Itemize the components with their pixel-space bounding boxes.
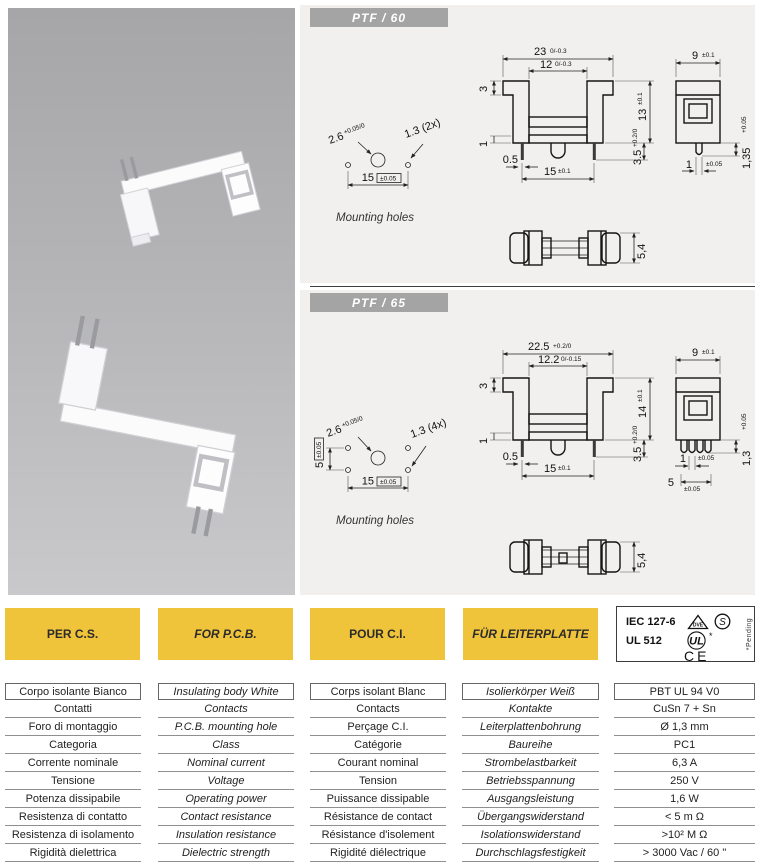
svg-text:1,35: 1,35 bbox=[741, 147, 753, 169]
spec-cell-de: Leiterplattenbohrung bbox=[462, 719, 599, 736]
ptf65-panel bbox=[300, 290, 755, 595]
pending-note: *Pending bbox=[746, 617, 753, 651]
ptf60-title-banner: PTF / 60 bbox=[310, 8, 448, 27]
table-row bbox=[0, 683, 760, 701]
fuse-holder-part-top bbox=[112, 130, 261, 246]
ptf65-side-view bbox=[668, 347, 753, 493]
svg-text:0/-0.15: 0/-0.15 bbox=[561, 356, 582, 363]
svg-text:22.5: 22.5 bbox=[528, 341, 550, 353]
spec-cell-fr: Contacts bbox=[310, 701, 446, 718]
spec-cell-de: Strombelastbarkeit bbox=[462, 755, 599, 772]
ptf65-front-view bbox=[478, 341, 654, 480]
svg-text:0/-0.3: 0/-0.3 bbox=[550, 48, 567, 55]
header-pour-ci: POUR C.I. bbox=[310, 608, 445, 660]
spec-cell-de: Ausgangsleistung bbox=[462, 791, 599, 808]
spec-cell-fr: Résistance de contact bbox=[310, 809, 446, 826]
spec-cell-de: Baureihe bbox=[462, 737, 599, 754]
spec-cell-value: > 3000 Vac / 60 " bbox=[614, 845, 755, 862]
svg-text:12.2: 12.2 bbox=[538, 354, 560, 366]
spec-cell-value: < 5 m Ω bbox=[614, 809, 755, 826]
svg-text:±0.05: ±0.05 bbox=[706, 161, 723, 168]
svg-text:±0.1: ±0.1 bbox=[702, 349, 715, 356]
svg-text:+0.2/0: +0.2/0 bbox=[632, 128, 639, 147]
svg-text:1.3 (2x): 1.3 (2x) bbox=[402, 116, 443, 141]
spec-cell-en: Dielectric strength bbox=[158, 845, 294, 862]
svg-text:2.6: 2.6 bbox=[326, 130, 346, 147]
svg-text:1: 1 bbox=[478, 140, 490, 147]
spec-cell-en: Contact resistance bbox=[158, 809, 294, 826]
svg-text:±0.05: ±0.05 bbox=[316, 441, 323, 458]
spec-cell-value: CuSn 7 + Sn bbox=[614, 701, 755, 718]
svg-text:Mounting holes: Mounting holes bbox=[336, 212, 414, 224]
table-row bbox=[0, 737, 760, 755]
svg-text:15: 15 bbox=[361, 172, 374, 184]
svg-text:1,3: 1,3 bbox=[741, 450, 753, 466]
ptf60-drawing bbox=[300, 5, 755, 283]
svg-text:12: 12 bbox=[540, 59, 553, 71]
ce-mark: CE bbox=[684, 648, 710, 664]
svg-text:1.3 (4x): 1.3 (4x) bbox=[408, 416, 449, 441]
spec-cell-de: Isolierkörper Weiß bbox=[462, 683, 599, 700]
ptf65-bottom-view bbox=[510, 540, 648, 574]
svg-text:±0.05: ±0.05 bbox=[380, 479, 397, 486]
vde-triangle-icon bbox=[687, 614, 709, 630]
spec-cell-value: PBT UL 94 V0 bbox=[614, 683, 755, 700]
semko-s-icon bbox=[714, 613, 731, 630]
spec-cell-it: Resistenza di contatto bbox=[5, 809, 141, 826]
svg-text:13: 13 bbox=[637, 108, 649, 121]
spec-cell-en: Nominal current bbox=[158, 755, 294, 772]
svg-text:5: 5 bbox=[314, 461, 326, 468]
spec-cell-fr: Perçage C.I. bbox=[310, 719, 446, 736]
svg-text:1: 1 bbox=[478, 437, 490, 444]
svg-text:9: 9 bbox=[692, 347, 699, 359]
svg-text:Mounting holes: Mounting holes bbox=[336, 515, 414, 527]
header-for-pcb: FOR P.C.B. bbox=[158, 608, 293, 660]
ptf60-mounting-holes bbox=[327, 117, 442, 224]
product-photo-illustration bbox=[8, 8, 295, 595]
product-photo bbox=[8, 8, 295, 595]
table-row bbox=[0, 827, 760, 845]
spec-cell-it: Tensione bbox=[5, 773, 141, 790]
ptf60-front-view bbox=[478, 46, 654, 183]
svg-text:5,4: 5,4 bbox=[636, 552, 648, 568]
table-row bbox=[0, 773, 760, 791]
svg-text:±0.05: ±0.05 bbox=[698, 455, 715, 462]
spec-cell-fr: Rigidité diélectrique bbox=[310, 845, 446, 862]
spec-cell-fr: Tension bbox=[310, 773, 446, 790]
table-row bbox=[0, 701, 760, 719]
svg-text:3.5: 3.5 bbox=[632, 446, 644, 462]
svg-text:15: 15 bbox=[544, 166, 557, 178]
svg-text:±0.05: ±0.05 bbox=[380, 175, 397, 183]
svg-text:0.5: 0.5 bbox=[502, 154, 518, 166]
svg-text:0/-0.3: 0/-0.3 bbox=[555, 61, 572, 68]
spec-cell-it: Corrente nominale bbox=[5, 755, 141, 772]
ptf65-drawing bbox=[300, 290, 755, 595]
svg-text:3.5: 3.5 bbox=[632, 149, 644, 165]
spec-cell-fr: Courant nominal bbox=[310, 755, 446, 772]
svg-text:14: 14 bbox=[637, 405, 649, 418]
cert-row-iec bbox=[626, 612, 742, 631]
svg-text:5: 5 bbox=[667, 477, 674, 489]
spec-cell-value: 250 V bbox=[614, 773, 755, 790]
spec-cell-it: Foro di montaggio bbox=[5, 719, 141, 736]
table-row bbox=[0, 719, 760, 737]
spec-cell-it: Contatti bbox=[5, 701, 141, 718]
spec-cell-it: Potenza dissipabile bbox=[5, 791, 141, 808]
svg-text:3: 3 bbox=[478, 85, 490, 92]
spec-cell-it: Corpo isolante Bianco bbox=[5, 683, 141, 700]
fuse-holder-part-bottom bbox=[39, 315, 255, 539]
svg-text:9: 9 bbox=[692, 50, 699, 62]
header-fuer-leiterplatte: FÜR LEITERPLATTE bbox=[463, 608, 598, 660]
ptf65-mounting-holes bbox=[314, 415, 448, 527]
svg-text:S: S bbox=[719, 617, 726, 628]
spec-cell-de: Betriebsspannung bbox=[462, 773, 599, 790]
spec-cell-de: Isolationswiderstand bbox=[462, 827, 599, 844]
spec-cell-fr: Catégorie bbox=[310, 737, 446, 754]
spec-cell-it: Categoria bbox=[5, 737, 141, 754]
svg-text:±0.1: ±0.1 bbox=[558, 465, 571, 472]
svg-text:+0.2/0: +0.2/0 bbox=[553, 343, 572, 350]
svg-text:3: 3 bbox=[478, 382, 490, 389]
table-row bbox=[0, 791, 760, 809]
svg-text:23: 23 bbox=[534, 46, 547, 58]
section-divider bbox=[310, 286, 755, 287]
spec-cell-value: PC1 bbox=[614, 737, 755, 754]
svg-text:+0.2/0: +0.2/0 bbox=[632, 425, 639, 444]
spec-cell-de: Kontakte bbox=[462, 701, 599, 718]
spec-cell-en: Insulating body White bbox=[158, 683, 294, 700]
svg-text:15: 15 bbox=[361, 475, 374, 488]
svg-text:+0.05: +0.05 bbox=[741, 413, 748, 430]
svg-text:±0.1: ±0.1 bbox=[637, 389, 644, 402]
ptf60-bottom-view bbox=[510, 231, 648, 265]
table-row bbox=[0, 755, 760, 773]
spec-cell-en: Voltage bbox=[158, 773, 294, 790]
svg-text:±0.1: ±0.1 bbox=[702, 52, 715, 59]
svg-text:±0.1: ±0.1 bbox=[558, 168, 571, 175]
ul-pending-asterisk: * bbox=[709, 631, 713, 641]
spec-cell-de: Durchschlagsfestigkeit bbox=[462, 845, 599, 862]
svg-text:2.6: 2.6 bbox=[324, 423, 344, 440]
spec-cell-it: Rigidità dielettrica bbox=[5, 845, 141, 862]
svg-text:±0.1: ±0.1 bbox=[637, 92, 644, 105]
spec-cell-fr: Puissance dissipable bbox=[310, 791, 446, 808]
svg-text:+0.05/0: +0.05/0 bbox=[342, 122, 366, 137]
svg-text:15: 15 bbox=[544, 463, 557, 475]
spec-table bbox=[0, 683, 760, 863]
spec-cell-value: 1,6 W bbox=[614, 791, 755, 808]
svg-text:±0.05: ±0.05 bbox=[684, 486, 701, 493]
spec-cell-value: 6,3 A bbox=[614, 755, 755, 772]
svg-text:DVE: DVE bbox=[692, 622, 704, 628]
ptf65-title-banner: PTF / 65 bbox=[310, 293, 448, 312]
certification-box bbox=[616, 606, 755, 662]
table-row bbox=[0, 809, 760, 827]
spec-cell-en: Operating power bbox=[158, 791, 294, 808]
svg-text:1: 1 bbox=[685, 159, 692, 171]
header-per-cs: PER C.S. bbox=[5, 608, 140, 660]
spec-cell-fr: Résistance d'isolement bbox=[310, 827, 446, 844]
svg-text:+0.05/0: +0.05/0 bbox=[340, 415, 364, 430]
spec-cell-value: >10² M Ω bbox=[614, 827, 755, 844]
ptf60-panel bbox=[300, 5, 755, 283]
svg-text:1: 1 bbox=[679, 453, 686, 465]
spec-cell-value: Ø 1,3 mm bbox=[614, 719, 755, 736]
svg-text:+0.05: +0.05 bbox=[741, 116, 748, 133]
svg-text:5,4: 5,4 bbox=[636, 243, 648, 259]
spec-cell-en: Contacts bbox=[158, 701, 294, 718]
table-row bbox=[0, 845, 760, 863]
spec-cell-fr: Corps isolant Blanc bbox=[310, 683, 446, 700]
iec-label: IEC 127-6 bbox=[626, 615, 676, 628]
svg-text:UL: UL bbox=[689, 635, 704, 648]
svg-text:0.5: 0.5 bbox=[502, 451, 518, 463]
spec-cell-en: Insulation resistance bbox=[158, 827, 294, 844]
spec-cell-en: P.C.B. mounting hole bbox=[158, 719, 294, 736]
spec-cell-it: Resistenza di isolamento bbox=[5, 827, 141, 844]
ptf60-side-view bbox=[676, 50, 753, 175]
spec-cell-de: Übergangswiderstand bbox=[462, 809, 599, 826]
spec-cell-en: Class bbox=[158, 737, 294, 754]
ul-label: UL 512 bbox=[626, 634, 662, 647]
